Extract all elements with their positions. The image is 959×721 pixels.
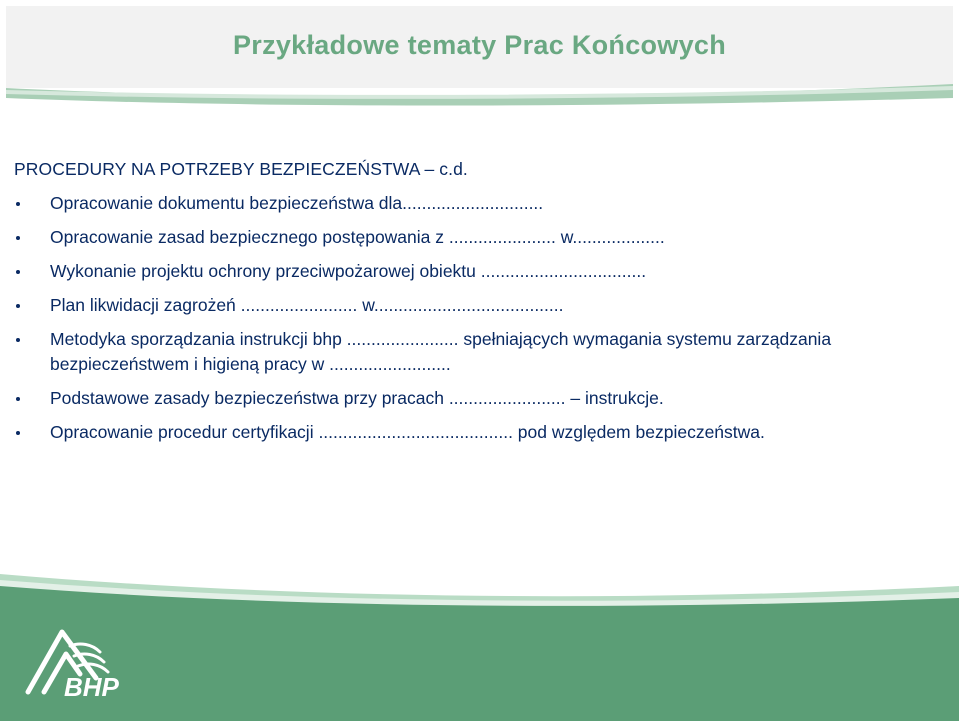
title-wave-decoration	[0, 78, 959, 108]
bullet-icon	[16, 202, 20, 206]
bullet-icon	[16, 397, 20, 401]
bullet-icon	[16, 338, 20, 342]
section-heading: PROCEDURY NA POTRZEBY BEZPIECZEŃSTWA – c.d.	[14, 159, 468, 179]
bullet-icon	[16, 236, 20, 240]
list-item: Wykonanie projektu ochrony przeciwpożarowej obiektu ..................................	[14, 259, 934, 284]
list-item: Plan likwidacji zagrożeń ........................ w.......................................	[14, 293, 934, 318]
page-title: Przykładowe tematy Prac Końcowych	[232, 30, 727, 60]
bhp-logo-text: BHP	[64, 672, 119, 702]
list-item: Opracowanie procedur certyfikacji ........................................ pod względem bezpieczeństwa.	[14, 420, 934, 445]
bullet-icon	[16, 431, 20, 435]
list-item: Opracowanie dokumentu bezpieczeństwa dla.............................	[14, 191, 934, 216]
topic-list	[14, 191, 934, 454]
footer-wave-decoration	[0, 560, 959, 721]
bullet-icon	[16, 270, 20, 274]
list-item: Opracowanie zasad bezpiecznego postępowania z ...................... w...................	[14, 225, 934, 250]
list-item: Metodyka sporządzania instrukcji bhp ....................... spełniających wymagania systemu zarządzania bezpieczeństwem i higieną pracy w .........................	[14, 327, 934, 377]
list-item: Podstawowe zasady bezpieczeństwa przy pracach ........................ – instrukcje.	[14, 386, 934, 411]
bullet-icon	[16, 304, 20, 308]
